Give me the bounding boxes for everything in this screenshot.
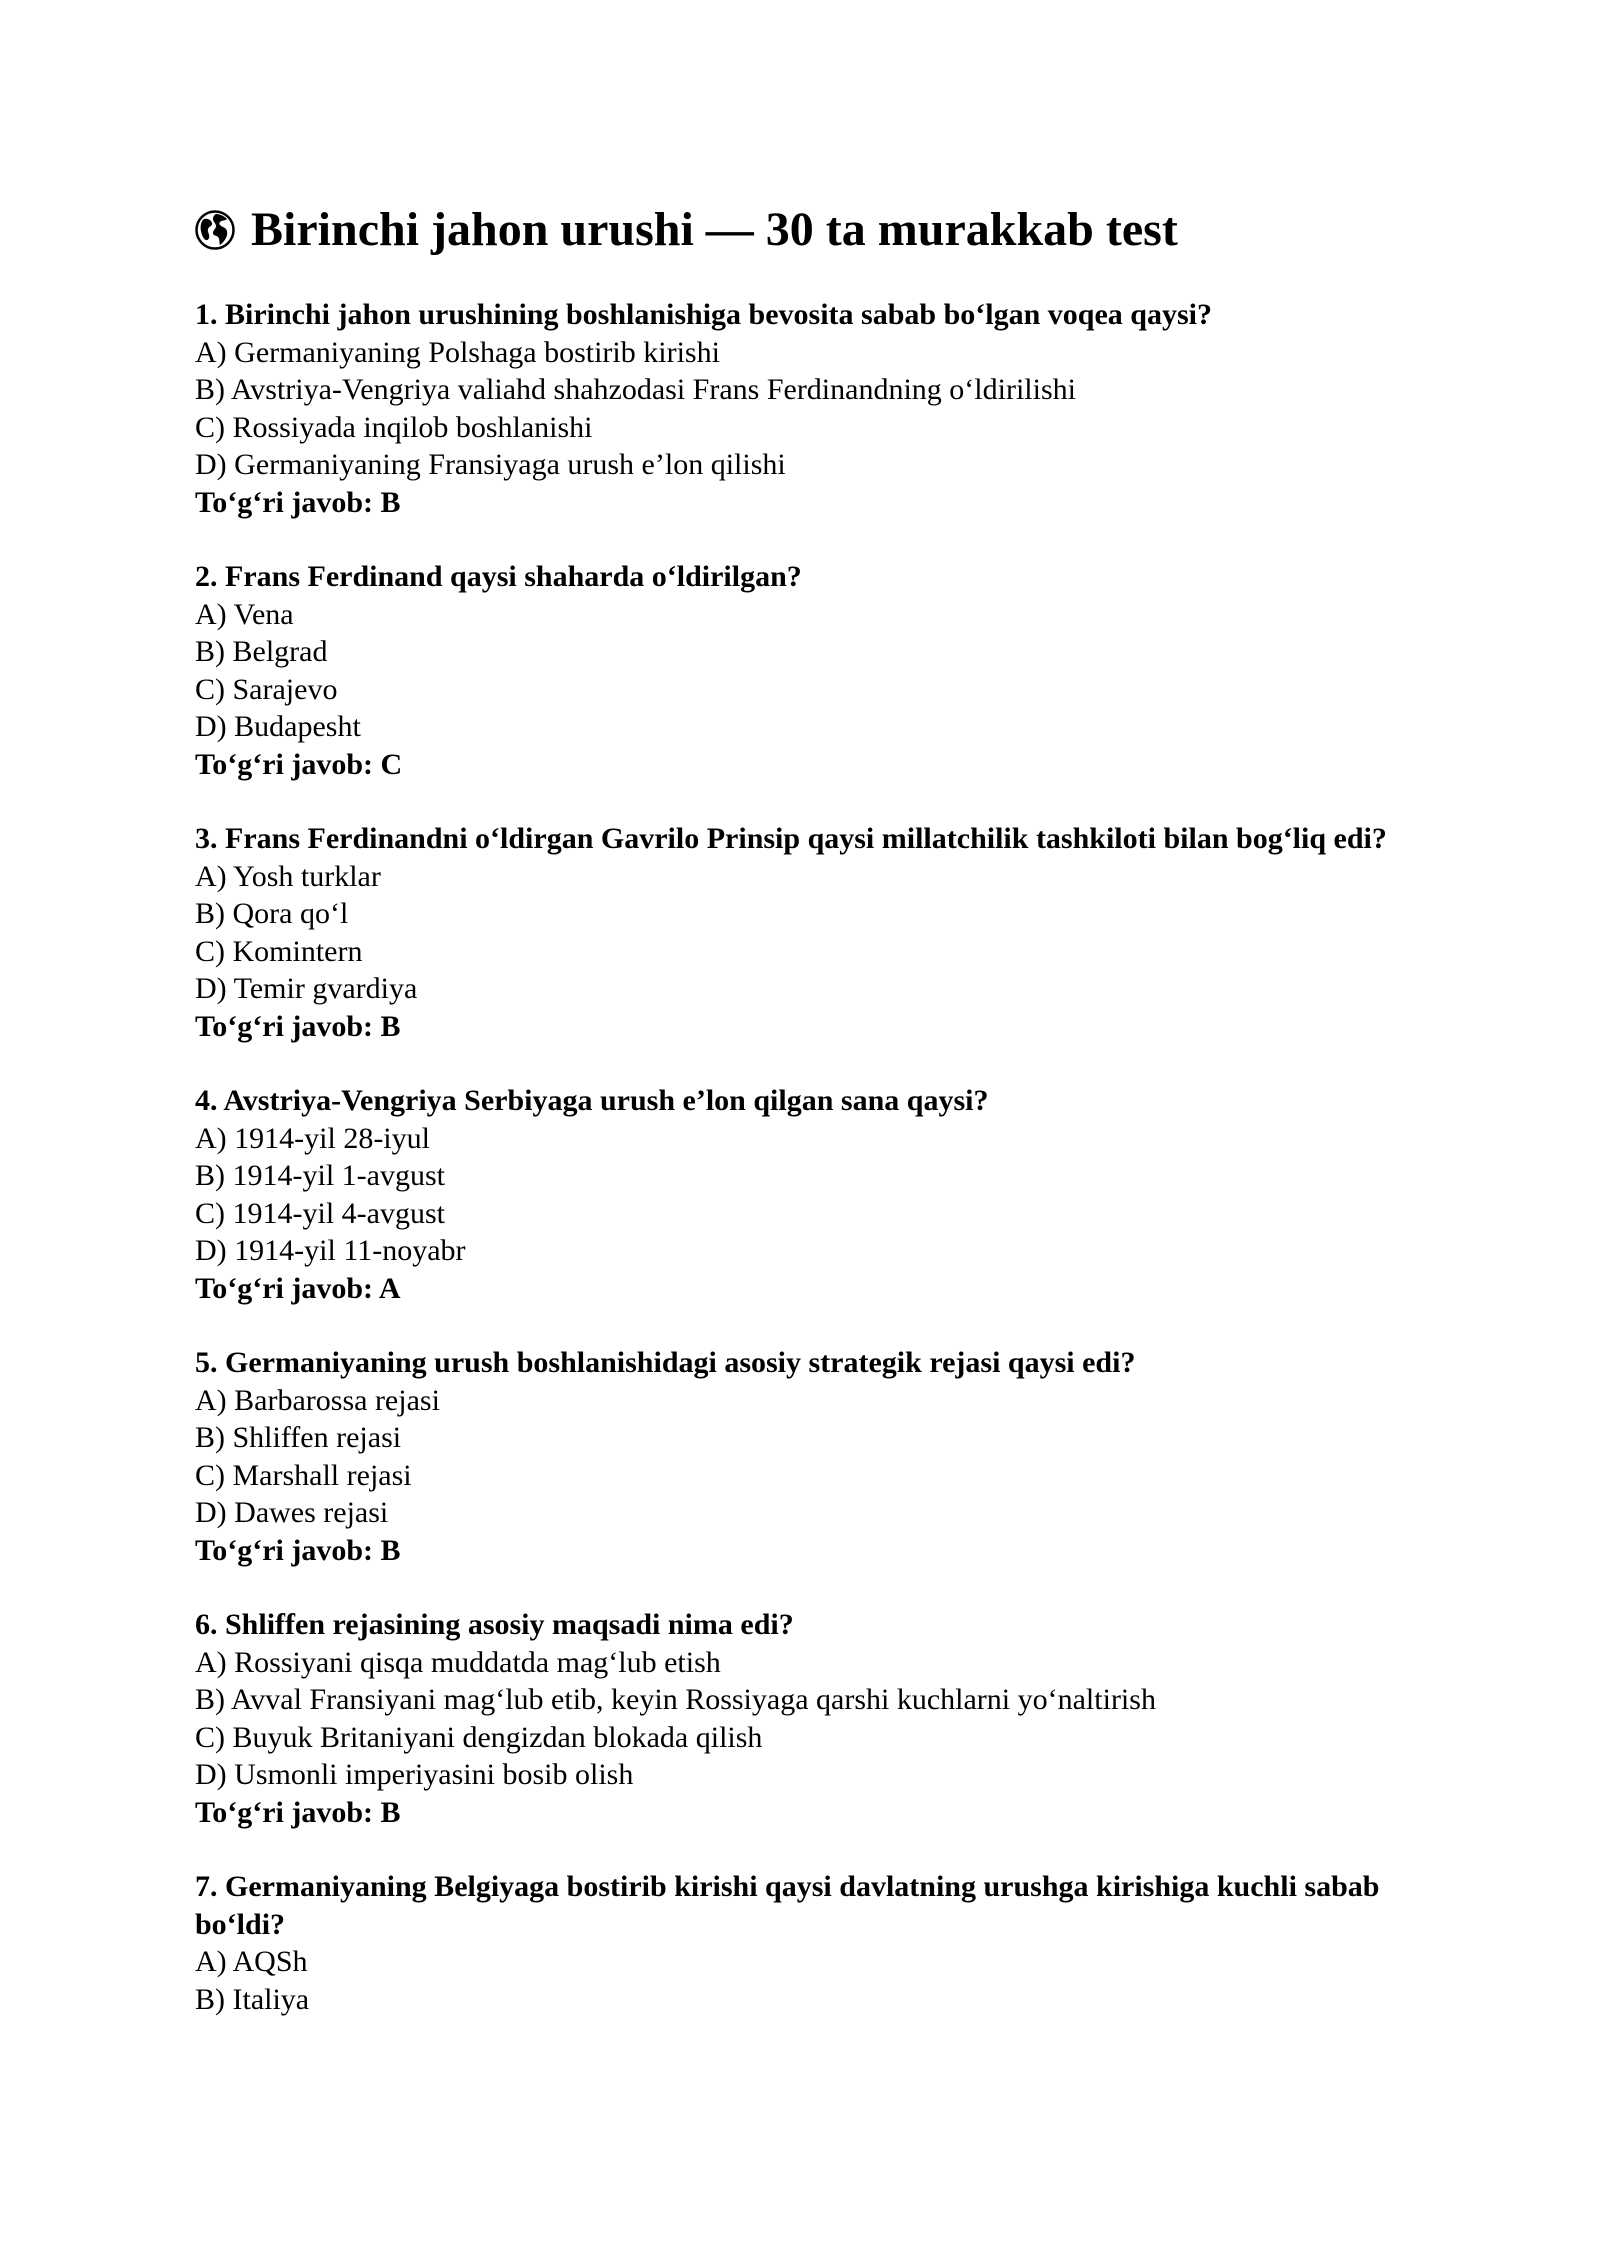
answer-option: C) Buyuk Britaniyani dengizdan blokada qilish (195, 1720, 763, 1754)
question-text: 1. Birinchi jahon urushining boshlanishiga bevosita sabab bo‘lgan voqea qaysi? (195, 298, 1212, 331)
answer-option: A) 1914-yil 28-iyul (195, 1121, 430, 1155)
correct-answer: To‘g‘ri javob: A (195, 1271, 401, 1305)
correct-answer: To‘g‘ri javob: B (195, 1009, 401, 1043)
answer-option: B) Avval Fransiyani mag‘lub etib, keyin Rossiyaga qarshi kuchlarni yo‘naltirish (195, 1683, 1156, 1716)
answer-option: B) Avstriya-Vengriya valiahd shahzodasi Frans Ferdinandning o‘ldirilishi (195, 373, 1076, 406)
question-text: 5. Germaniyaning urush boshlanishidagi asosiy strategik rejasi qaysi edi? (195, 1346, 1136, 1379)
answer-option: A) Rossiyani qisqa muddatda mag‘lub etish (195, 1645, 721, 1679)
answer-option: D) Germaniyaning Fransiyaga urush e’lon qilishi (195, 448, 786, 481)
answer-option: C) Sarajevo (195, 672, 338, 706)
question-block (195, 820, 1435, 1045)
answer-option: A) Barbarossa rejasi (195, 1383, 440, 1417)
question-list (195, 296, 1435, 2018)
answer-option: A) Yosh turklar (195, 859, 381, 893)
question-block (195, 1082, 1435, 1307)
answer-option: D) 1914-yil 11-noyabr (195, 1234, 466, 1267)
correct-answer: To‘g‘ri javob: C (195, 747, 403, 781)
answer-option: C) Rossiyada inqilob boshlanishi (195, 410, 593, 444)
question-block (195, 1606, 1435, 1831)
question-block (195, 1868, 1435, 2018)
question-text: 6. Shliffen rejasining asosiy maqsadi nima edi? (195, 1608, 794, 1641)
correct-answer: To‘g‘ri javob: B (195, 1795, 401, 1829)
answer-option: B) 1914-yil 1-avgust (195, 1159, 445, 1192)
answer-option: B) Belgrad (195, 635, 328, 668)
correct-answer: To‘g‘ri javob: B (195, 485, 401, 519)
answer-option: B) Qora qo‘l (195, 897, 349, 930)
question-block (195, 558, 1435, 783)
answer-option: D) Temir gvardiya (195, 972, 418, 1005)
answer-option: C) Marshall rejasi (195, 1458, 412, 1492)
question-block (195, 1344, 1435, 1569)
answer-option: D) Budapesht (195, 710, 361, 743)
answer-option: D) Dawes rejasi (195, 1496, 389, 1529)
question-text: 7. Germaniyaning Belgiyaga bostirib kirishi qaysi davlatning urushga kirishiga kuchli sabab bo‘ldi? (195, 1870, 1380, 1941)
answer-option: D) Usmonli imperiyasini bosib olish (195, 1758, 634, 1791)
answer-option: B) Shliffen rejasi (195, 1421, 402, 1454)
answer-option: A) Germaniyaning Polshaga bostirib kirishi (195, 335, 720, 369)
answer-option: A) Vena (195, 597, 294, 631)
answer-option: C) 1914-yil 4-avgust (195, 1196, 445, 1230)
correct-answer: To‘g‘ri javob: B (195, 1533, 401, 1567)
question-text: 3. Frans Ferdinandni o‘ldirgan Gavrilo Prinsip qaysi millatchilik tashkiloti bilan bog‘liq edi? (195, 822, 1387, 855)
question-text: 2. Frans Ferdinand qaysi shaharda o‘ldirilgan? (195, 560, 802, 593)
globe-icon (195, 210, 235, 250)
document-page (195, 198, 1435, 2055)
question-text: 4. Avstriya-Vengriya Serbiyaga urush e’lon qilgan sana qaysi? (195, 1084, 989, 1117)
question-block (195, 296, 1435, 521)
title-text: Birinchi jahon urushi — 30 ta murakkab test (251, 203, 1178, 256)
document-title (195, 198, 1435, 262)
answer-option: A) AQSh (195, 1945, 308, 1978)
answer-option: B) Italiya (195, 1982, 310, 2016)
answer-option: C) Komintern (195, 934, 363, 968)
